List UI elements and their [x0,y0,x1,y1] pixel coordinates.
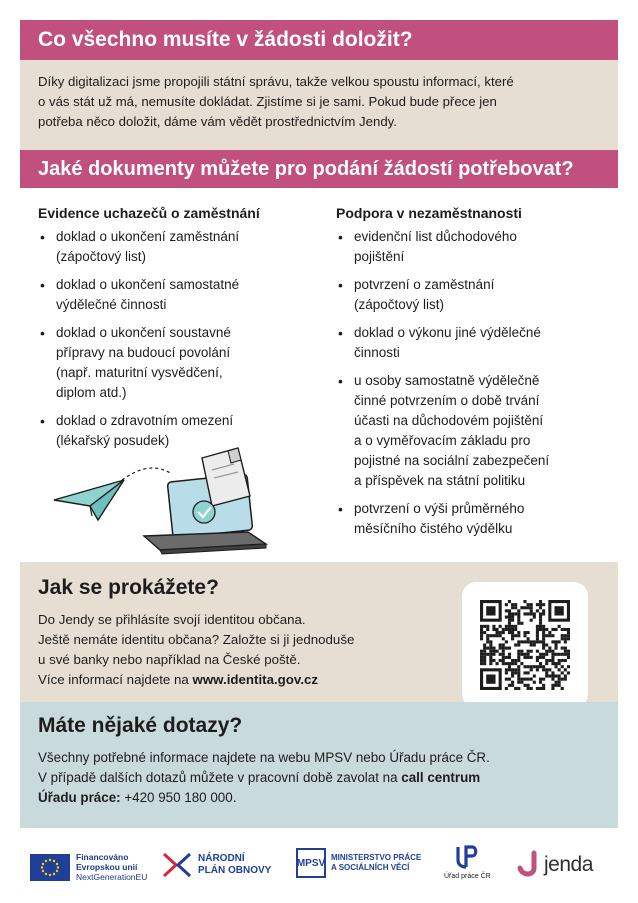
unemployment-support-column [336,205,606,547]
column-title: Podpora v nezaměstnanosti [336,205,522,221]
paper-plane-icon [54,480,124,520]
eu-text: NextGenerationEU [76,872,148,882]
mpsv-mark [296,848,326,878]
list-item [38,227,308,267]
callcentre-label: call centrum [401,770,481,785]
item-line: měsíčního čistého výdělku [354,521,513,536]
text-line: Ještě nemáte identitu občana? Založte si ji jednoduše [38,632,355,647]
item-line: výdělečné činnosti [56,297,167,312]
item-line: a o vyměřovacím základu pro [354,433,531,448]
heading-text: Jaké dokumenty můžete pro podání žádostí potřebovat? [38,157,574,180]
text-fragment: Více informací najdete na [38,672,193,687]
mpsv-text: A SOCIÁLNÍCH VĚCÍ [331,863,410,872]
section-heading-documents [20,20,618,60]
text-line [38,768,608,788]
text-line: Do Jendy se přihlásíte svojí identitou občana. [38,612,306,627]
intro-line: Díky digitalizaci jsme propojili státní správu, takže velkou spoustu informací, které [38,74,514,89]
eu-text: Evropskou unií [76,862,138,872]
check-badge-icon [193,501,215,523]
identita-link[interactable]: www.identita.gov.cz [192,672,319,687]
laptop-illustration [52,440,282,560]
item-line: • u osoby samostatně výdělečně [354,373,540,388]
item-line: a příspěvek na státní politiku [354,473,526,488]
mpsv-text: MINISTERSTVO PRÁCE [331,853,422,862]
column-title: Evidence uchazečů o zaměstnání [38,205,260,221]
list-item [336,227,606,267]
document-list [336,227,606,539]
list-item [336,371,606,491]
item-line: činnosti [354,345,400,360]
urad-prace-text: Úřad práce ČR [444,873,491,880]
item-line: • doklad o ukončení samostatné [56,277,240,292]
item-line: • doklad o ukončení soustavné [56,325,231,340]
list-item [336,275,606,315]
list-item [336,499,606,539]
eu-text: Financováno [76,852,129,862]
text-line [38,788,608,808]
qr-code-card [462,582,588,708]
item-line: (zápočtový list) [354,297,445,312]
item-line: (zápočtový list) [56,249,147,264]
item-line: (např. maturitní vysvědčení, [56,365,223,380]
text-line: u své banky nebo například na České poště. [38,652,301,667]
list-item [336,323,606,363]
mpsv-logo [296,848,421,878]
item-line: (lékařský posudek) [56,433,170,448]
text-fragment: . [232,790,237,805]
npo-logo [160,850,271,880]
jenda-logo [514,850,593,880]
item-line: činné potvrzením o době trvání [354,393,540,408]
item-line: účasti na důchodovém pojištění [354,413,544,428]
phone-number[interactable]: +420 950 180 000 [120,790,233,805]
item-line: pojistné na sociální zabezpečení [354,453,550,468]
evidence-column [38,205,308,459]
mpsv-mark-text: MPSV [296,857,326,869]
list-item [38,323,308,403]
heading-text: Co všechno musíte v žádosti doložit? [38,28,413,51]
office-label: Úřadu práce: [38,790,121,805]
text-line: Všechny potřebné informace najdete na webu MPSV nebo Úřadu práce ČR. [38,750,490,765]
jenda-mark-icon [514,850,542,880]
item-line: • doklad o zdravotním omezení [56,413,234,428]
urad-prace-mark-icon [454,844,480,870]
identity-section [20,562,618,702]
npo-text: PLÁN OBNOVY [198,865,272,876]
item-line: • doklad o výkonu jiné výdělečné [354,325,541,340]
intro-line: o vás stát už má, nemusíte dokládat. Zjistíme si je sami. Pokud bude přece jen [38,94,497,109]
item-line: diplom atd.) [56,385,127,400]
item-line: • evidenční list důchodového [354,229,517,244]
npo-text: NÁRODNÍ [198,853,245,864]
footer-logos [0,840,638,890]
list-item [38,275,308,315]
item-line: pojištění [354,249,405,264]
item-line: • doklad o ukončení zaměstnání [56,229,240,244]
document-list [38,227,308,451]
item-line: přípravy na budoucí povolání [56,345,231,360]
item-line: • potvrzení o výši průměrného [354,501,525,516]
intro-box [20,60,618,150]
qr-code-icon[interactable] [480,600,570,690]
intro-line: potřeba něco doložit, dáme vám vědět prostřednictvím Jendy. [38,114,397,129]
section-title: Máte nějaké dotazy? [38,714,243,737]
text-line [38,670,354,690]
questions-text [38,748,608,808]
section-heading-required-docs [20,150,618,188]
eu-logo [30,852,147,882]
npo-mark-icon [160,850,194,880]
identity-text [38,610,354,690]
questions-section [20,702,618,828]
section-title: Jak se prokážete? [38,576,219,599]
eu-flag-icon [30,854,70,881]
jenda-wordmark: jenda [544,853,593,876]
urad-prace-logo [444,844,491,882]
item-line: • potvrzení o zaměstnání [354,277,495,292]
text-fragment: V případě dalších dotazů můžete v pracovní době zavolat na [38,770,402,785]
